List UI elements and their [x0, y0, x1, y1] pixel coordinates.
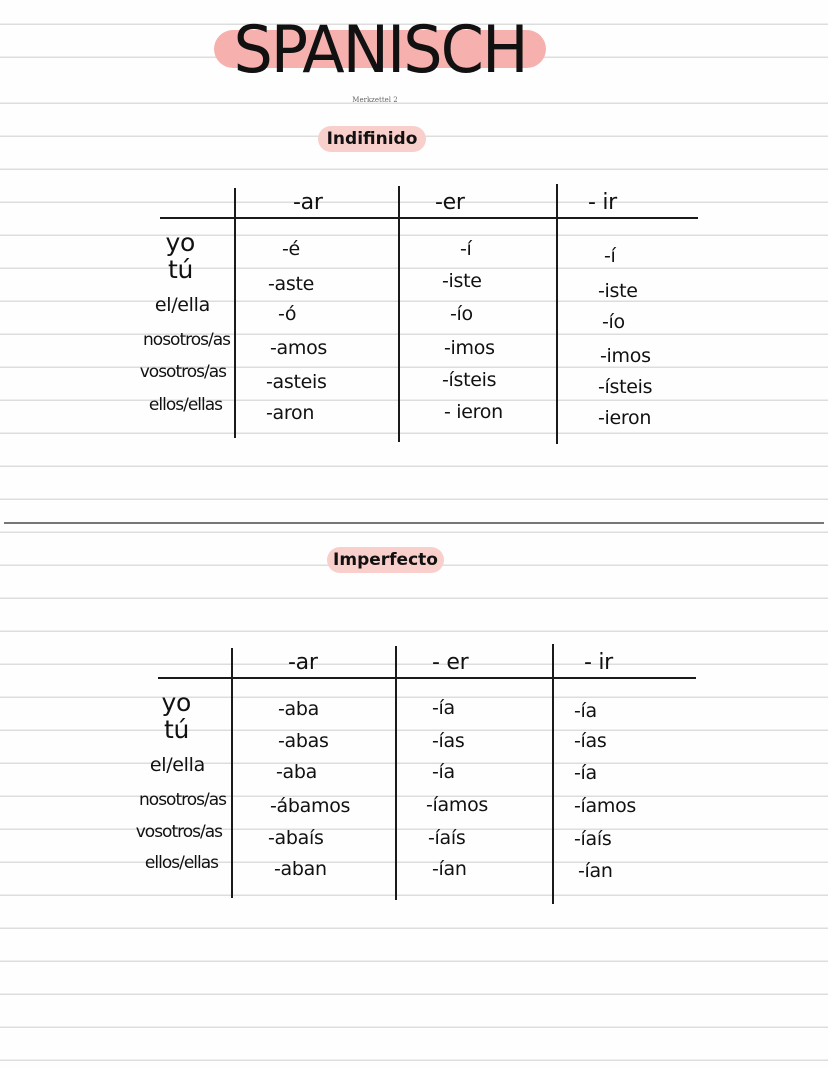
- ending-cell: -amos: [270, 337, 328, 359]
- pronoun-label: vosotros/as: [139, 362, 226, 382]
- ending-cell: -íaís: [574, 828, 612, 850]
- ending-cell: -ía: [432, 697, 455, 719]
- ending-cell: -abas: [278, 730, 329, 752]
- ending-cell: -aron: [266, 402, 315, 424]
- ending-cell: - ieron: [444, 401, 503, 423]
- table-column-line: [398, 186, 400, 442]
- ending-cell: -imos: [444, 337, 495, 359]
- ending-cell: -í: [604, 245, 616, 267]
- pronoun-label: ellos/ellas: [144, 853, 218, 873]
- column-header: -er: [435, 190, 465, 215]
- ending-cell: -íaís: [428, 827, 466, 849]
- ending-cell: -ían: [432, 858, 467, 880]
- pronoun-label: ellos/ellas: [148, 395, 222, 415]
- ending-cell: -ábamos: [270, 795, 351, 817]
- note-label: Merkzettel 2: [352, 96, 398, 104]
- ending-cell: -ía: [574, 762, 597, 784]
- ending-cell: -íamos: [574, 795, 637, 817]
- table-column-line: [556, 184, 558, 444]
- pronoun-label: yo: [165, 228, 195, 257]
- page-title: SPANISCH: [233, 11, 527, 88]
- ending-cell: -aban: [274, 858, 327, 880]
- ending-cell: -iste: [598, 280, 638, 302]
- column-header: - er: [432, 650, 469, 675]
- ending-cell: -ía: [574, 700, 597, 722]
- ending-cell: -ó: [278, 303, 297, 325]
- pronoun-label: nosotros/as: [143, 330, 230, 350]
- table-column-line: [234, 188, 236, 438]
- ending-cell: -aba: [276, 761, 318, 783]
- pronoun-label: el/ella: [149, 754, 205, 776]
- ending-cell: -imos: [600, 345, 651, 367]
- pronoun-label: tú: [163, 715, 189, 744]
- ending-cell: -aba: [278, 698, 320, 720]
- ending-cell: -ía: [432, 761, 455, 783]
- column-header: - ir: [588, 190, 617, 215]
- ending-cell: -aste: [268, 273, 315, 295]
- page-title-wrap: [214, 11, 546, 88]
- column-header: -ar: [288, 650, 318, 675]
- table-column-line: [231, 648, 233, 898]
- ending-cell: -ísteis: [442, 369, 497, 391]
- ending-cell: -ío: [450, 303, 473, 325]
- ending-cell: -ío: [602, 311, 625, 333]
- pronoun-label: nosotros/as: [139, 790, 226, 810]
- ending-cell: -ías: [574, 730, 607, 752]
- table-column-line: [552, 644, 554, 904]
- table-header-line: [158, 677, 696, 679]
- ending-cell: -ías: [432, 730, 465, 752]
- ending-cell: -é: [282, 238, 300, 260]
- section-divider: [4, 522, 824, 524]
- ending-cell: -iste: [442, 270, 482, 292]
- pronoun-label: tú: [167, 255, 193, 284]
- table-header-line: [160, 217, 698, 219]
- section-title-indifinido: Indifinido: [318, 126, 426, 152]
- section-title-imperfecto: Imperfecto: [327, 547, 444, 573]
- pronoun-label: yo: [161, 688, 191, 717]
- ending-cell: -ieron: [598, 407, 652, 429]
- ending-cell: -ían: [578, 860, 613, 882]
- ending-cell: -í: [460, 238, 472, 260]
- table-column-line: [395, 646, 397, 900]
- column-header: - ir: [584, 650, 613, 675]
- column-header: -ar: [293, 190, 323, 215]
- ending-cell: -abaís: [268, 827, 324, 849]
- ending-cell: -ísteis: [598, 376, 653, 398]
- ending-cell: -íamos: [426, 794, 489, 816]
- ending-cell: -asteis: [266, 371, 327, 393]
- pronoun-label: el/ella: [154, 294, 210, 316]
- pronoun-label: vosotros/as: [135, 822, 222, 842]
